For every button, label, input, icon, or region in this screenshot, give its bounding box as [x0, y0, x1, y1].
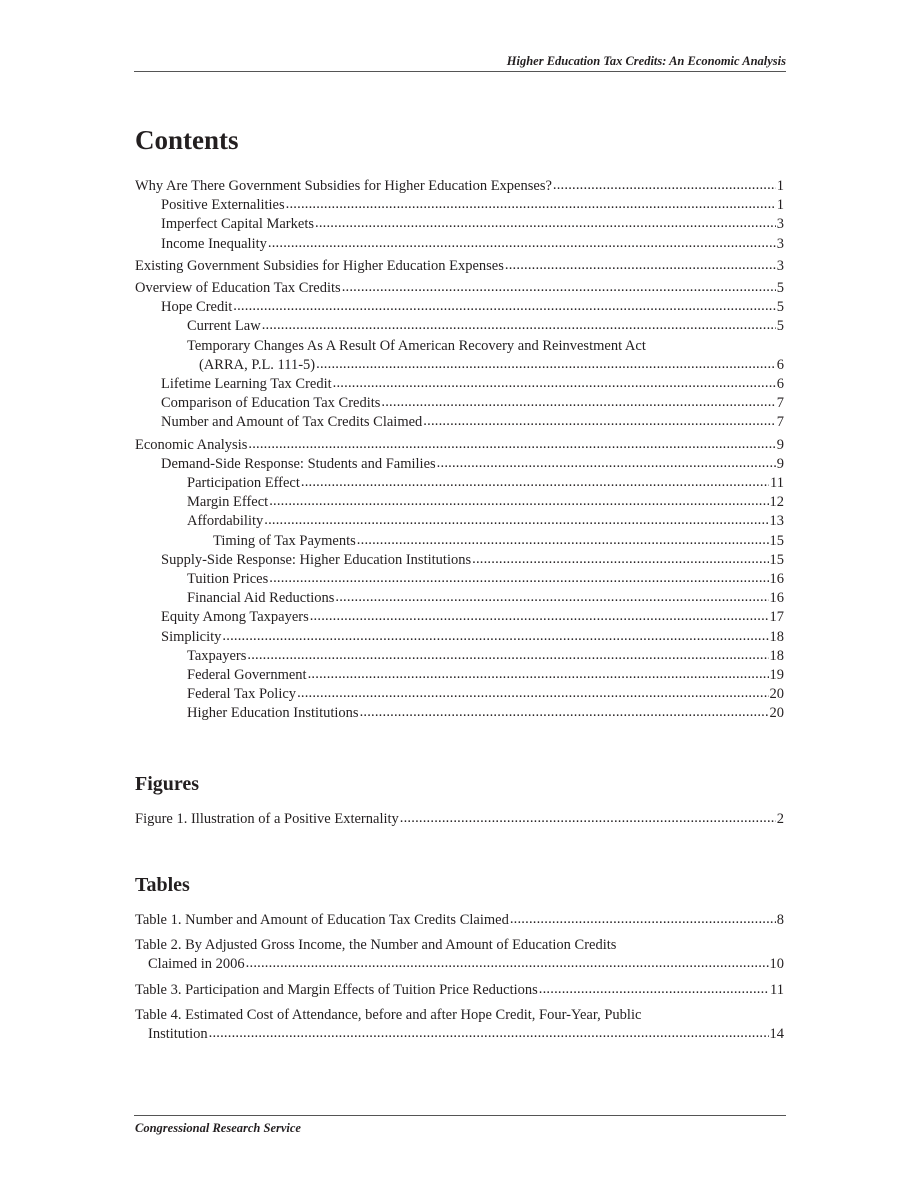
- footer-text: Congressional Research Service: [135, 1121, 301, 1135]
- toc-entry[interactable]: Financial Aid Reductions ..... 16: [135, 589, 784, 608]
- toc-entry[interactable]: Imperfect Capital Markets ..... 3: [135, 215, 784, 234]
- toc-entry[interactable]: Margin Effect ..... 12: [135, 493, 784, 512]
- toc-entry[interactable]: Federal Government ..... 19: [135, 666, 784, 685]
- figure-entry[interactable]: Figure 1. Illustration of a Positive Externality ..... 2: [135, 810, 784, 829]
- toc-entry[interactable]: Hope Credit ..... 5: [135, 298, 784, 317]
- toc-entry[interactable]: Number and Amount of Tax Credits Claimed ..... 7: [135, 413, 784, 432]
- toc-entry[interactable]: Economic Analysis ..... 9: [135, 436, 784, 455]
- toc-entry[interactable]: Higher Education Institutions ..... 20: [135, 704, 784, 723]
- table-entry[interactable]: Table 3. Participation and Margin Effects of Tuition Price Reductions ..... 11: [135, 981, 784, 1000]
- toc-entry[interactable]: Supply-Side Response: Higher Education Institutions ..... 15: [135, 551, 784, 570]
- contents-list: [135, 177, 784, 724]
- contents-title: Contents: [135, 125, 239, 155]
- tables-heading: Tables: [135, 874, 190, 896]
- table-entry-line2: Claimed in 2006 ..... 10: [135, 955, 784, 974]
- toc-entry[interactable]: Equity Among Taxpayers ..... 17: [135, 608, 784, 627]
- table-entry[interactable]: Table 1. Number and Amount of Education Tax Credits Claimed ..... 8: [135, 911, 784, 930]
- header-rule: [134, 71, 786, 72]
- toc-entry[interactable]: Taxpayers ..... 18: [135, 647, 784, 666]
- toc-entry[interactable]: Existing Government Subsidies for Higher Education Expenses ..... 3: [135, 257, 784, 276]
- toc-entry[interactable]: Federal Tax Policy ..... 20: [135, 685, 784, 704]
- toc-entry[interactable]: Simplicity ..... 18: [135, 628, 784, 647]
- toc-entry[interactable]: Positive Externalities ..... 1: [135, 196, 784, 215]
- figures-heading: Figures: [135, 773, 200, 795]
- toc-entry[interactable]: Timing of Tax Payments ..... 15: [135, 532, 784, 551]
- tables-list: [135, 911, 784, 1050]
- figures-list: [135, 810, 784, 829]
- toc-entry[interactable]: Lifetime Learning Tax Credit ..... 6: [135, 375, 784, 394]
- table-entry-line1: Table 2. By Adjusted Gross Income, the Number and Amount of Education Credits: [135, 937, 617, 954]
- running-header: Higher Education Tax Credits: An Economic Analysis: [506, 54, 786, 68]
- table-entry-line1: Table 4. Estimated Cost of Attendance, before and after Hope Credit, Four-Year, Public: [135, 1006, 642, 1023]
- toc-entry[interactable]: Why Are There Government Subsidies for Higher Education Expenses? ..... 1: [135, 177, 784, 196]
- toc-entry[interactable]: Demand-Side Response: Students and Families ..... 9: [135, 455, 784, 474]
- toc-entry[interactable]: Current Law ..... 5: [135, 317, 784, 336]
- toc-entry[interactable]: Participation Effect ..... 11: [135, 474, 784, 493]
- toc-entry[interactable]: Income Inequality ..... 3: [135, 235, 784, 254]
- toc-entry[interactable]: (ARRA, P.L. 111-5) ..... 6: [135, 356, 784, 375]
- toc-entry[interactable]: Tuition Prices ..... 16: [135, 570, 784, 589]
- toc-entry[interactable]: Affordability ..... 13: [135, 512, 784, 531]
- footer-rule: [134, 1115, 786, 1116]
- table-entry-line2: Institution ..... 14: [135, 1025, 784, 1044]
- table-entry[interactable]: [135, 936, 784, 974]
- toc-entry-line1[interactable]: Temporary Changes As A Result Of American Recovery and Reinvestment Act: [187, 337, 646, 354]
- toc-entry[interactable]: Comparison of Education Tax Credits ..... 7: [135, 394, 784, 413]
- toc-entry[interactable]: Overview of Education Tax Credits ..... 5: [135, 279, 784, 298]
- table-entry[interactable]: [135, 1006, 784, 1044]
